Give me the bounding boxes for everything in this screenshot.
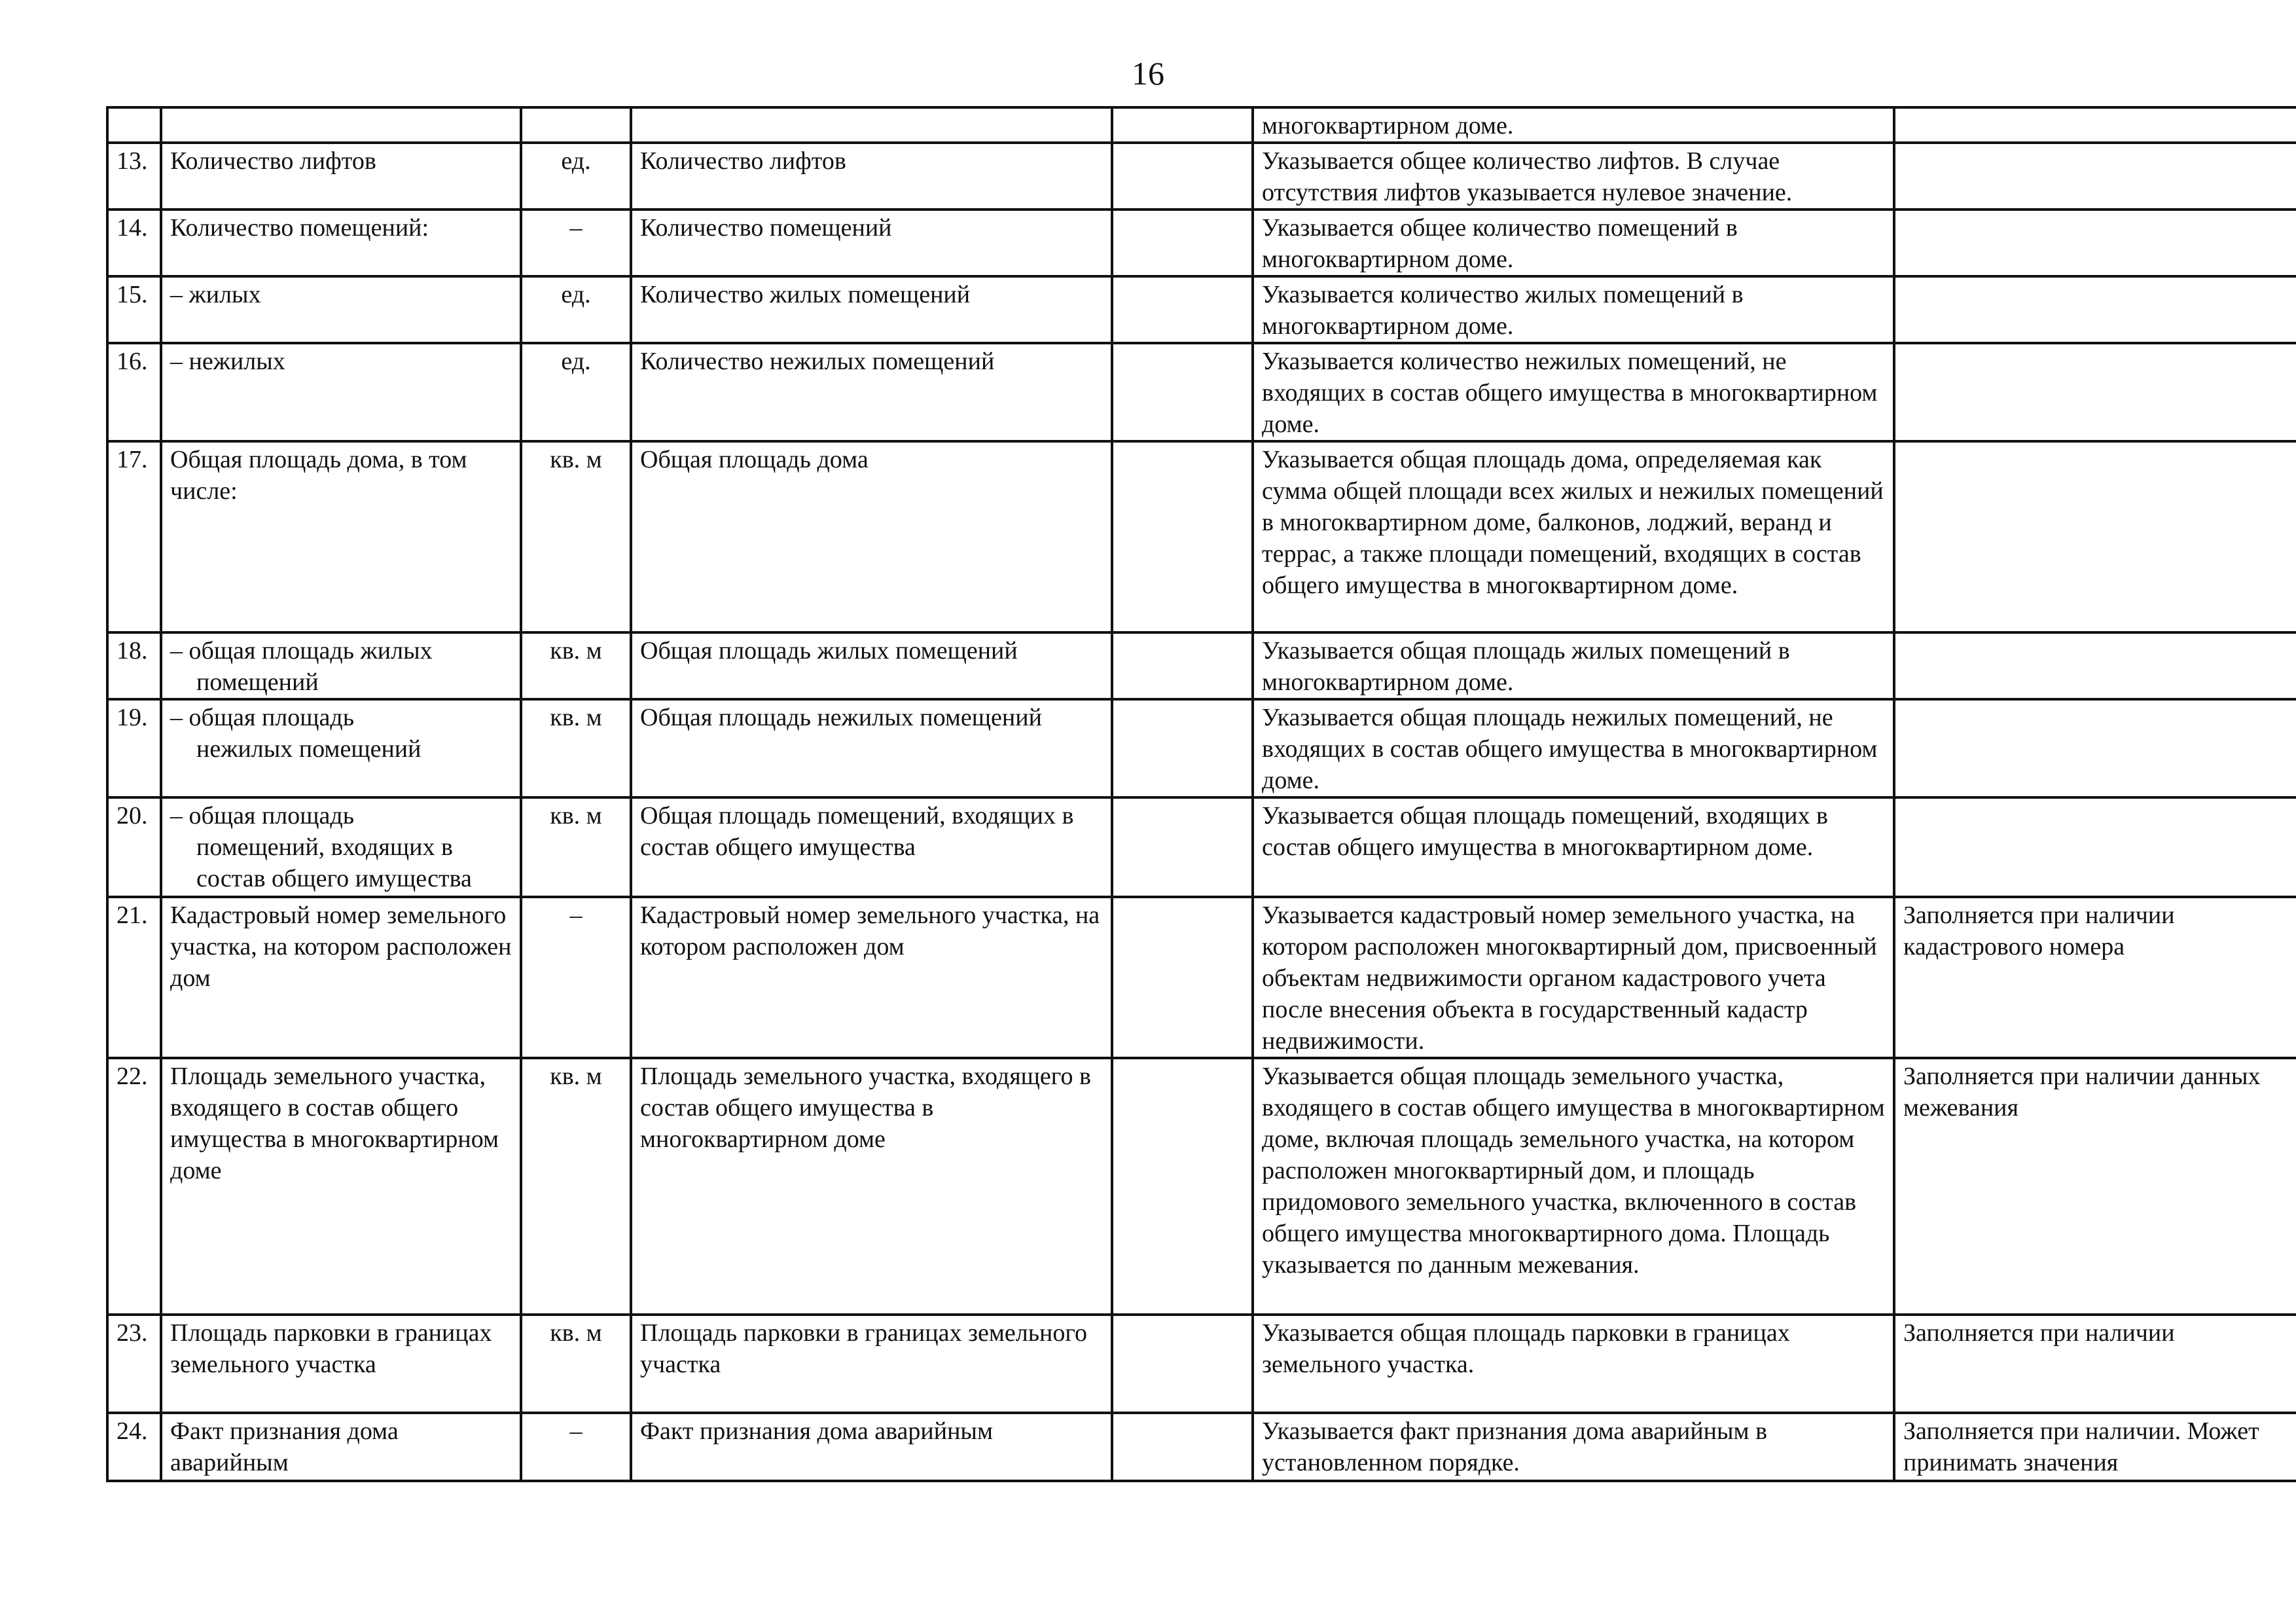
cell-num: 17. xyxy=(107,441,161,632)
cell-description: многоквартирном доме. xyxy=(1253,107,1894,143)
cell-num: 18. xyxy=(107,632,161,699)
cell-note xyxy=(1894,441,2296,632)
cell-type xyxy=(1112,1315,1253,1413)
cell-type xyxy=(1112,143,1253,210)
cell-name: Площадь земельного участка, входящего в состав общего имущества в многоквартирном доме xyxy=(161,1058,521,1315)
table-row xyxy=(107,276,2296,343)
requirements-table xyxy=(106,106,2296,1482)
cell-note xyxy=(1894,343,2296,441)
cell-type xyxy=(1112,897,1253,1058)
cell-name: Общая площадь дома, в том числе: xyxy=(161,441,521,632)
cell-name-first-line: – общая площадь xyxy=(170,802,355,830)
cell-unit xyxy=(521,107,631,143)
table-row xyxy=(107,797,2296,897)
cell-field: Количество нежилых помещений xyxy=(631,343,1112,441)
cell-num: 16. xyxy=(107,343,161,441)
cell-field xyxy=(631,107,1112,143)
cell-field: Площадь парковки в границах земельного участка xyxy=(631,1315,1112,1413)
cell-name-continuation: помещений xyxy=(196,668,319,696)
cell-num: 14. xyxy=(107,210,161,276)
cell-name: Количество лифтов xyxy=(161,143,521,210)
cell-description: Указывается факт признания дома аварийным в установленном порядке. xyxy=(1253,1413,1894,1481)
table-row xyxy=(107,1058,2296,1315)
cell-note: Заполняется при наличии данных межевания xyxy=(1894,1058,2296,1315)
cell-num: 21. xyxy=(107,897,161,1058)
cell-unit: ед. xyxy=(521,276,631,343)
cell-num: 22. xyxy=(107,1058,161,1315)
cell-num: 20. xyxy=(107,797,161,897)
cell-description: Указывается кадастровый номер земельного участка, на котором расположен многоквартирный дом, присвоенный объектам недвижимости органом кадастрового учета после внесения объекта в государственный кадастр недвижимости. xyxy=(1253,897,1894,1058)
cell-num: 23. xyxy=(107,1315,161,1413)
cell-unit: ед. xyxy=(521,143,631,210)
table-row-continuation xyxy=(107,107,2296,143)
cell-type xyxy=(1112,699,1253,797)
cell-field: Количество лифтов xyxy=(631,143,1112,210)
cell-num: 13. xyxy=(107,143,161,210)
cell-num: 24. xyxy=(107,1413,161,1481)
cell-note xyxy=(1894,143,2296,210)
cell-description: Указывается общая площадь нежилых помещений, не входящих в состав общего имущества в многоквартирном доме. xyxy=(1253,699,1894,797)
cell-unit: – xyxy=(521,210,631,276)
cell-field: Количество жилых помещений xyxy=(631,276,1112,343)
cell-description: Указывается количество жилых помещений в многоквартирном доме. xyxy=(1253,276,1894,343)
table-row xyxy=(107,1315,2296,1413)
cell-unit: кв. м xyxy=(521,699,631,797)
cell-name-continuation: нежилых помещений xyxy=(196,735,422,763)
cell-description: Указывается общая площадь дома, определяемая как сумма общей площади всех жилых и нежилых помещений в многоквартирном доме, балконов, лоджий, веранд и террас, а также площади помещений, входящих в состав общего имущества в многоквартирном доме. xyxy=(1253,441,1894,632)
cell-num xyxy=(107,107,161,143)
cell-name: Факт признания дома аварийным xyxy=(161,1413,521,1481)
cell-field: Количество помещений xyxy=(631,210,1112,276)
cell-name xyxy=(161,107,521,143)
cell-note: Заполняется при наличии кадастрового номера xyxy=(1894,897,2296,1058)
cell-field: Кадастровый номер земельного участка, на котором расположен дом xyxy=(631,897,1112,1058)
cell-name-first-line: – общая площадь xyxy=(170,704,355,731)
cell-type xyxy=(1112,441,1253,632)
cell-unit: кв. м xyxy=(521,1315,631,1413)
cell-unit: кв. м xyxy=(521,632,631,699)
cell-note xyxy=(1894,699,2296,797)
cell-field: Факт признания дома аварийным xyxy=(631,1413,1112,1481)
cell-unit: – xyxy=(521,1413,631,1481)
cell-unit: кв. м xyxy=(521,441,631,632)
cell-field: Общая площадь помещений, входящих в состав общего имущества xyxy=(631,797,1112,897)
cell-type xyxy=(1112,1413,1253,1481)
cell-name: Количество помещений: xyxy=(161,210,521,276)
table-row xyxy=(107,897,2296,1058)
cell-description: Указывается общее количество помещений в многоквартирном доме. xyxy=(1253,210,1894,276)
cell-name-continuation: помещений, входящих в состав общего имущества xyxy=(196,833,472,892)
cell-type xyxy=(1112,107,1253,143)
cell-type xyxy=(1112,1058,1253,1315)
cell-field: Общая площадь дома xyxy=(631,441,1112,632)
cell-name: Кадастровый номер земельного участка, на котором расположен дом xyxy=(161,897,521,1058)
cell-field: Общая площадь нежилых помещений xyxy=(631,699,1112,797)
cell-description: Указывается общая площадь помещений, входящих в состав общего имущества в многоквартирном доме. xyxy=(1253,797,1894,897)
cell-type xyxy=(1112,632,1253,699)
cell-unit: ед. xyxy=(521,343,631,441)
cell-note xyxy=(1894,632,2296,699)
table-row xyxy=(107,143,2296,210)
table-row xyxy=(107,343,2296,441)
cell-name: – нежилых xyxy=(161,343,521,441)
cell-num: 19. xyxy=(107,699,161,797)
cell-type xyxy=(1112,797,1253,897)
cell-note xyxy=(1894,107,2296,143)
cell-description: Указывается общее количество лифтов. В случае отсутствия лифтов указывается нулевое значение. xyxy=(1253,143,1894,210)
cell-note: Заполняется при наличии. Может принимать значения xyxy=(1894,1413,2296,1481)
table-row xyxy=(107,210,2296,276)
cell-note: Заполняется при наличии xyxy=(1894,1315,2296,1413)
cell-type xyxy=(1112,343,1253,441)
cell-field: Общая площадь жилых помещений xyxy=(631,632,1112,699)
cell-unit: – xyxy=(521,897,631,1058)
table-row xyxy=(107,699,2296,797)
cell-description: Указывается общая площадь парковки в границах земельного участка. xyxy=(1253,1315,1894,1413)
cell-unit: кв. м xyxy=(521,797,631,897)
cell-note xyxy=(1894,797,2296,897)
cell-description: Указывается количество нежилых помещений, не входящих в состав общего имущества в многоквартирном доме. xyxy=(1253,343,1894,441)
cell-num: 15. xyxy=(107,276,161,343)
cell-type xyxy=(1112,210,1253,276)
cell-field: Площадь земельного участка, входящего в состав общего имущества в многоквартирном доме xyxy=(631,1058,1112,1315)
cell-note xyxy=(1894,210,2296,276)
cell-name: – жилых xyxy=(161,276,521,343)
cell-unit: кв. м xyxy=(521,1058,631,1315)
cell-name-first-line: – общая площадь жилых xyxy=(170,637,433,665)
table-row xyxy=(107,632,2296,699)
cell-note xyxy=(1894,276,2296,343)
cell-description: Указывается общая площадь жилых помещений в многоквартирном доме. xyxy=(1253,632,1894,699)
cell-name xyxy=(161,797,521,897)
page-number: 16 xyxy=(1132,55,1164,92)
cell-name xyxy=(161,632,521,699)
cell-name xyxy=(161,699,521,797)
cell-description: Указывается общая площадь земельного участка, входящего в состав общего имущества в многоквартирном доме, включая площадь земельного участка, на котором расположен многоквартирный дом, и площадь придомового земельного участка, включенного в состав общего имущества многоквартирного дома. Площадь указывается по данным межевания. xyxy=(1253,1058,1894,1315)
cell-name: Площадь парковки в границах земельного участка xyxy=(161,1315,521,1413)
cell-type xyxy=(1112,276,1253,343)
table-row xyxy=(107,1413,2296,1481)
table-row xyxy=(107,441,2296,632)
